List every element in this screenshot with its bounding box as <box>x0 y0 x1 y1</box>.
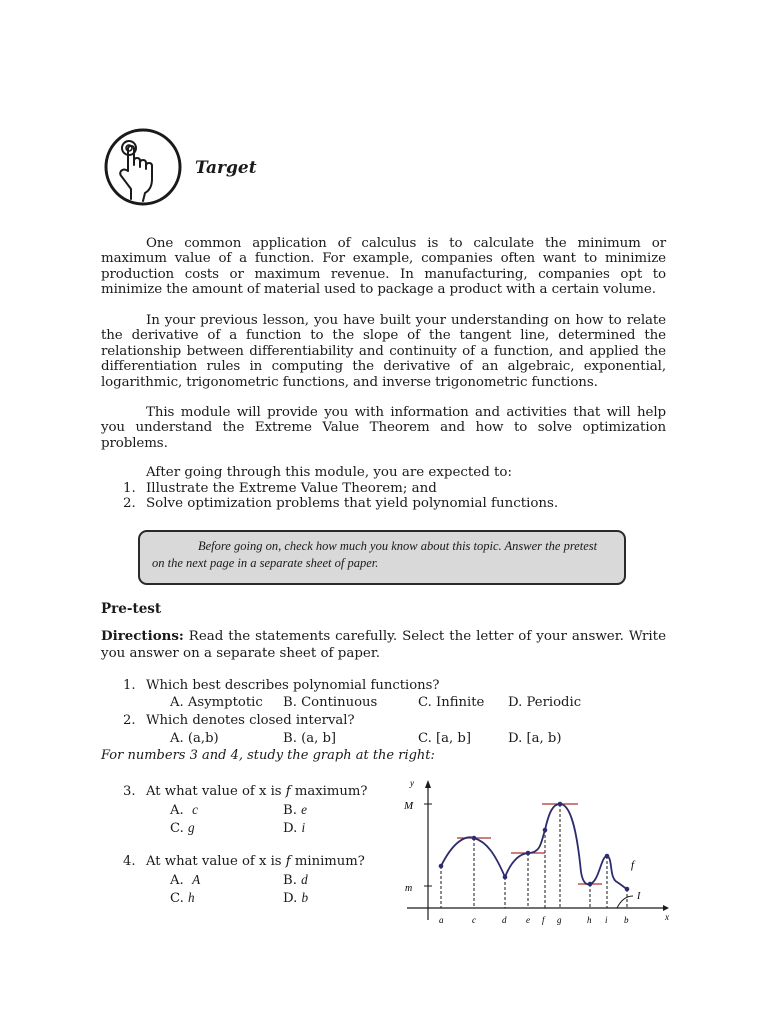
tick-g: g <box>557 915 562 925</box>
interval-arc <box>617 896 633 908</box>
point-e <box>526 851 531 856</box>
q4-option-a: A. A <box>170 872 201 888</box>
tick-f: f <box>542 915 545 925</box>
y-axis-label: y <box>410 778 414 788</box>
q3-option-b: B. e <box>283 802 307 818</box>
interval-label: I <box>637 891 641 902</box>
target-hand-icon <box>103 127 183 207</box>
tick-c: c <box>472 915 476 925</box>
intro-paragraph: One common application of calculus is to calculate the minimum or maximum value of a function. For example, companies often want to minimize production costs or maximum revenue. In manufacturing, companies opt to minimize the amount of material used to package a product with a certain volume. <box>101 236 666 298</box>
q1-option-c: C. Infinite <box>418 695 485 710</box>
function-curve <box>441 804 627 889</box>
tick-h: h <box>587 915 592 925</box>
min-label: m <box>405 883 413 894</box>
tick-d: d <box>502 915 507 925</box>
point-i <box>605 854 610 859</box>
q3-option-c: C. g <box>170 820 195 836</box>
q2-option-a: A. (a,b) <box>170 731 219 746</box>
q4-option-c: C. h <box>170 890 195 906</box>
graph-instruction: For numbers 3 and 4, study the graph at the right: <box>101 748 435 763</box>
tick-e: e <box>526 915 530 925</box>
module-paragraph: This module will provide you with information and activities that will help you understand the Extreme Value Theorem and how to solve optimization problems. <box>101 405 666 451</box>
point-b <box>625 887 630 892</box>
point-a <box>439 864 444 869</box>
q1-option-b: B. Continuous <box>283 695 378 710</box>
point-c <box>472 836 477 841</box>
q2-option-d: D. [a, b) <box>508 731 562 746</box>
q4-option-d: D. b <box>283 890 309 906</box>
x-axis-label: x <box>665 912 669 922</box>
point-h <box>588 882 593 887</box>
point-g <box>558 802 563 807</box>
q2-option-b: B. (a, b] <box>283 731 337 746</box>
point-f <box>543 828 548 833</box>
q3-option-a: A. c <box>170 802 198 818</box>
q4-option-b: B. d <box>283 872 308 888</box>
previous-lesson-paragraph: In your previous lesson, you have built your understanding on how to relate the derivative of a function to the slope of the tangent line, determined the relationship between differentiability and continuity of a function, and applied the differentiation rules in computing the derivative of an algebraic, exponential, logarithmic, trigonometric functions, and inverse trigonometric functions. <box>101 313 666 390</box>
pretest-note-box: Before going on, check how much you know about this topic. Answer the pretest on the next page in a separate sheet of paper. <box>138 530 626 585</box>
function-graph <box>395 772 685 932</box>
objective-number: 2. <box>123 496 136 511</box>
objective-item: Solve optimization problems that yield polynomial functions. <box>146 496 559 511</box>
point-d <box>503 875 508 880</box>
objectives-intro: After going through this module, you are expected to: <box>146 465 512 480</box>
tick-a: a <box>439 915 444 925</box>
tick-b: b <box>624 915 629 925</box>
objective-item: Illustrate the Extreme Value Theorem; and <box>146 481 437 496</box>
q2-option-c: C. [a, b] <box>418 731 471 746</box>
function-label: f <box>631 859 635 871</box>
pretest-heading: Pre-test <box>101 601 162 617</box>
directions: Directions: Read the statements carefully. Select the letter of your answer. Write you answer on a separate sheet of paper. <box>101 628 666 661</box>
section-title: Target <box>195 158 257 178</box>
tick-i: i <box>605 915 608 925</box>
objective-number: 1. <box>123 481 136 496</box>
q1-option-a: A. Asymptotic <box>170 695 263 710</box>
q3-option-d: D. i <box>283 820 306 836</box>
max-label: M <box>404 800 414 812</box>
q1-option-d: D. Periodic <box>508 695 582 710</box>
